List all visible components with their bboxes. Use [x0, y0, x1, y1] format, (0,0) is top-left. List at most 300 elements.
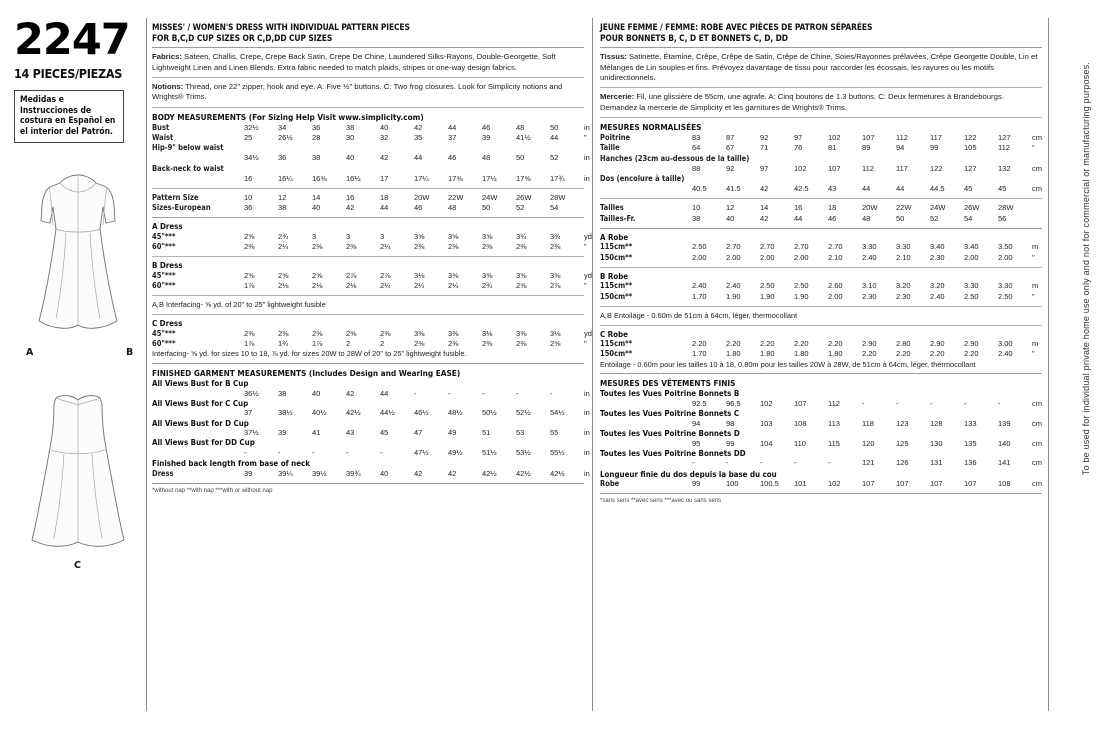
- measurement-value: 36: [278, 153, 287, 163]
- measurement-value: 2⅞: [380, 271, 391, 281]
- measurement-label: Dos (encolure à taille): [600, 174, 685, 184]
- table-row: [600, 242, 1054, 252]
- measurement-value: 50½: [482, 408, 497, 418]
- table-row: [600, 339, 1054, 349]
- measurement-value: 1.90: [794, 291, 809, 301]
- measurement-value: 2⅜: [482, 242, 493, 252]
- measurement-label: Pattern Size: [152, 193, 199, 203]
- measurement-value: 50: [550, 122, 559, 132]
- measurement-value: 2⅛: [312, 281, 323, 291]
- measurement-value: 40: [346, 153, 355, 163]
- measurement-value: 50: [896, 213, 905, 223]
- measurement-value: 108: [794, 418, 807, 428]
- measurement-value: 2.40: [692, 281, 707, 291]
- measurement-label: Hip-9" below waist: [152, 143, 224, 153]
- yardage-table: [600, 281, 1054, 301]
- measurement-value: 2.30: [930, 252, 945, 262]
- measurement-value: 38½: [278, 408, 293, 418]
- measurement-value: 101: [794, 479, 807, 489]
- measurement-value: 48: [516, 122, 525, 132]
- measurement-value: 3.30: [964, 281, 979, 291]
- measurement-value: 24W: [482, 193, 498, 203]
- french-title-line-1: JEUNE FEMME / FEMME: ROBE AVEC PIÈCES DE PATRON SÉPARÉES: [600, 22, 873, 32]
- english-yardage-blocks: [152, 222, 592, 296]
- measurement-value: 2.10: [828, 252, 843, 262]
- table-row: [600, 253, 1054, 263]
- english-finished-title: FINISHED GARMENT MEASUREMENTS (Includes Design and Wearing EASE): [152, 368, 461, 379]
- measurement-value: 51½: [482, 448, 497, 458]
- measurement-value: 42: [414, 468, 423, 478]
- measurement-value: 2⅜: [516, 242, 527, 252]
- measurement-label: 60"***: [152, 242, 176, 252]
- english-body-measurements-title: BODY MEASUREMENTS (For Sizing Help Visit www.simplicity.com): [152, 111, 424, 122]
- measurement-value: 83: [692, 133, 701, 143]
- measurement-value: 40.5: [692, 184, 707, 194]
- measurement-value: 38: [312, 153, 321, 163]
- measurement-value: 3⅝: [550, 271, 561, 281]
- measurement-value: 2.40: [726, 281, 741, 291]
- measurement-value: 10: [244, 193, 253, 203]
- measurement-value: 39¼: [278, 468, 293, 478]
- measurement-value: 20W: [862, 203, 878, 213]
- measurement-unit: cm: [1032, 133, 1042, 143]
- rule: [600, 306, 1042, 307]
- french-notions: [600, 92, 1042, 113]
- measurement-value: 67: [726, 143, 735, 153]
- measurement-value: 25: [244, 133, 253, 143]
- measurement-unit: in: [584, 153, 590, 163]
- measurement-value: 35: [414, 133, 423, 143]
- table-row: [600, 439, 1054, 449]
- measurement-value: 17½: [482, 173, 497, 183]
- measurement-value: 2.10: [896, 252, 911, 262]
- view-c-label: C: [74, 560, 81, 571]
- measurement-value: 2.20: [828, 339, 843, 349]
- measurement-value: 2⅜: [380, 328, 391, 338]
- measurement-value: 112: [862, 163, 874, 173]
- french-notions-label: Mercerie:: [600, 92, 635, 102]
- finished-measurement-table: [600, 419, 1054, 429]
- measurement-value: 2¾: [482, 281, 493, 291]
- yardage-view-title: A Robe: [600, 232, 629, 242]
- measurement-value: 43: [828, 184, 837, 194]
- rule: [152, 483, 584, 484]
- measurement-value: 36: [244, 203, 253, 213]
- measurement-label: Tailles: [600, 203, 624, 213]
- measurement-value: 2.60: [828, 281, 843, 291]
- table-row: [600, 164, 1054, 174]
- measurement-value: 38: [692, 213, 701, 223]
- measurement-value: 39: [244, 468, 253, 478]
- spacer: [152, 428, 244, 438]
- measurement-value: -: [448, 388, 451, 398]
- measurement-value: 48½: [448, 408, 463, 418]
- measurement-value: 42½: [346, 408, 361, 418]
- measurement-value: 95: [692, 438, 701, 448]
- measurement-value: 123: [896, 418, 909, 428]
- rule: [152, 188, 584, 189]
- english-finished-rows: [152, 379, 590, 458]
- table-row: [600, 133, 1054, 143]
- measurement-value: 3⅛: [414, 271, 425, 281]
- measurement-value: 2.20: [964, 349, 979, 359]
- measurement-value: 44: [448, 122, 457, 132]
- measurement-value: 2.50: [692, 242, 707, 252]
- measurement-value: 89: [862, 143, 871, 153]
- finished-measurement-label: Toutes les Vues Poitrine Bonnets DD: [600, 448, 746, 458]
- measurement-value: 87: [726, 133, 735, 143]
- yardage-view-title: B Robe: [600, 271, 629, 281]
- measurement-value: 38: [278, 203, 287, 213]
- measurement-value: 105: [964, 143, 977, 153]
- measurement-value: 48: [448, 203, 457, 213]
- measurement-value: 2.90: [930, 339, 945, 349]
- measurement-unit: ": [584, 133, 587, 143]
- measurement-value: 3: [312, 232, 317, 242]
- table-row: [600, 292, 1054, 302]
- illustration-c-labels: [14, 560, 142, 573]
- measurement-unit: yd: [584, 232, 592, 242]
- measurement-value: 76: [794, 143, 803, 153]
- measurement-value: 2⅜: [244, 242, 255, 252]
- measurement-value: 17⅜: [448, 173, 463, 183]
- measurement-value: 54: [964, 213, 973, 223]
- dress-c-drawing: [14, 374, 142, 560]
- measurement-value: 1.80: [760, 349, 775, 359]
- rule: [152, 107, 584, 108]
- measurement-value: 3⅜: [516, 328, 527, 338]
- english-body-measurements-table: [152, 123, 606, 184]
- measurement-value: 45: [380, 428, 389, 438]
- measurement-value: 2.20: [726, 339, 741, 349]
- measurement-value: 2.50: [794, 281, 809, 291]
- measurement-value: -: [896, 399, 899, 409]
- measurement-value: 122: [964, 133, 977, 143]
- measurement-label: 45"***: [152, 232, 176, 242]
- measurement-value: 2⅝: [278, 271, 289, 281]
- measurement-value: 40: [380, 468, 389, 478]
- measurement-label: Waist: [152, 133, 174, 143]
- english-size-body: [152, 193, 606, 213]
- measurement-value: 3: [346, 232, 351, 242]
- finished-measurement-table: [600, 458, 1054, 468]
- measurement-value: 3.30: [998, 281, 1013, 291]
- measurement-value: 2⅞: [550, 281, 561, 291]
- measurement-unit: cm: [1032, 418, 1042, 428]
- measurement-value: 71: [760, 143, 769, 153]
- yardage-view-title: B Dress: [152, 261, 183, 271]
- left-column: [14, 15, 142, 573]
- measurement-value: 52: [516, 203, 525, 213]
- view-b-label: B: [126, 347, 134, 358]
- measurement-label: Bust: [152, 122, 170, 132]
- spacer: [600, 164, 692, 174]
- finished-measurement-label: Toutes les Vues Poitrine Bonnets B: [600, 389, 740, 399]
- measurement-unit: in: [584, 448, 590, 458]
- measurement-value: 99: [692, 479, 701, 489]
- measurement-value: 1⅞: [244, 281, 255, 291]
- measurement-value: 18: [828, 203, 837, 213]
- measurement-value: 44: [380, 388, 389, 398]
- measurement-value: 97: [760, 163, 769, 173]
- measurement-value: 26W: [516, 193, 532, 203]
- measurement-value: 102: [760, 399, 773, 409]
- measurement-value: 42: [414, 122, 423, 132]
- measurement-value: 128: [930, 418, 943, 428]
- spacer: [152, 448, 244, 458]
- english-back-length-body: [152, 469, 606, 479]
- french-notions-text: Fil, une glissière de 55cm, une agrafe. A: Cinq boutons de 1.3 buttons. C: Deux fermetures à Brandebourgs. Demandez la mercerie de Simplicity et les garnitures de Wrights® Trims.: [600, 92, 1004, 112]
- measurement-value: 139: [998, 418, 1011, 428]
- table-row: [600, 349, 1054, 359]
- finished-measurement-table: [152, 428, 606, 438]
- english-notions-text: Thread, one 22" zipper, hook and eye. A: Five ½" buttons. C: Two frog closures. Look for Simplicity notions and Wrights® Trims.: [152, 82, 563, 102]
- rule: [600, 198, 1042, 199]
- english-title-line-1: MISSES' / WOMEN'S DRESS WITH INDIVIDUAL PATTERN PIECES: [152, 22, 410, 32]
- french-finished-rows: [600, 389, 1042, 468]
- measurement-value: 2⅜: [346, 328, 357, 338]
- measurement-value: 42: [448, 468, 457, 478]
- measurement-value: 49: [448, 428, 457, 438]
- measurement-value: 28: [312, 133, 321, 143]
- measurement-label: 45"***: [152, 271, 176, 281]
- measurement-value: 39: [482, 133, 491, 143]
- measurement-value: 92.5: [692, 399, 707, 409]
- piece-count: 14 PIECES/PIEZAS: [14, 66, 123, 81]
- spacer: [152, 174, 244, 184]
- measurement-value: 3.40: [964, 242, 979, 252]
- measurement-value: -: [346, 448, 349, 458]
- rule: [600, 373, 1042, 374]
- rule: [152, 77, 584, 78]
- measurement-value: 117: [930, 133, 942, 143]
- measurement-value: 17⅝: [516, 173, 531, 183]
- measurement-value: 16: [794, 203, 803, 213]
- measurement-value: 2.70: [760, 242, 775, 252]
- measurement-value: 2.20: [760, 339, 775, 349]
- measurement-label: 115cm**: [600, 281, 633, 291]
- table-row: [152, 143, 606, 153]
- french-body-measurements-table: [600, 133, 1054, 194]
- measurement-value: 118: [862, 418, 874, 428]
- table-row: [600, 214, 1054, 224]
- table-row: [152, 329, 606, 339]
- measurement-value: 2⅞: [346, 271, 357, 281]
- measurement-value: 92: [726, 163, 735, 173]
- measurement-value: 2: [346, 339, 351, 349]
- finished-measurement-label: All Views Bust for B Cup: [152, 379, 249, 389]
- measurement-value: 127: [998, 133, 1011, 143]
- english-title-line-2: FOR B,C,D CUP SIZES OR C,D,DD CUP SIZES: [152, 32, 333, 43]
- measurement-value: 2⅝: [312, 271, 323, 281]
- measurement-value: 3⅝: [448, 232, 459, 242]
- measurement-value: 2.20: [794, 339, 809, 349]
- measurement-value: 2.40: [862, 252, 877, 262]
- measurement-value: 3¾: [550, 232, 561, 242]
- measurement-value: 47: [414, 428, 423, 438]
- english-interfacing-c: Interfacing- ⅝ yd. for sizes 10 to 18, ⅞ yd. for sizes 20W to 28W of 20" to 25" lightweight fusible.: [152, 349, 467, 359]
- measurement-value: 2.40: [998, 349, 1013, 359]
- measurement-value: 127: [964, 163, 977, 173]
- measurement-value: 17¾: [550, 173, 565, 183]
- measurement-value: 17: [380, 173, 389, 183]
- measurement-value: 2⅝: [516, 281, 527, 291]
- measurement-value: 48: [482, 153, 491, 163]
- column-divider-left: [146, 18, 147, 711]
- table-row: [600, 184, 1054, 194]
- measurement-value: 107: [862, 479, 875, 489]
- measurement-value: 2.50: [760, 281, 775, 291]
- measurement-value: 44.5: [930, 184, 945, 194]
- yardage-view-title: C Dress: [152, 319, 183, 329]
- measurement-value: 42½: [516, 468, 531, 478]
- measurement-unit: [1032, 203, 1054, 213]
- measurement-value: 40: [380, 122, 389, 132]
- measurement-value: 44½: [380, 408, 395, 418]
- measurement-value: 46: [414, 203, 423, 213]
- measurement-value: 42: [760, 213, 769, 223]
- english-fabrics-text: Sateen, Challis, Crepe, Crepe Back Satin, Crepe De Chine, Laundered Silks-Rayons, Double-Georgette, Soft Lightweight Linen and Linen Blends. Extra fabric needed to match plaids, stripes or one-way design fabrics.: [152, 52, 556, 72]
- finished-measurement-table: [152, 448, 606, 458]
- measurement-value: 55½: [550, 448, 565, 458]
- measurement-value: 39: [278, 428, 287, 438]
- measurement-value: 18: [380, 193, 389, 203]
- measurement-value: 39½: [312, 468, 327, 478]
- measurement-value: 2⅜: [244, 328, 255, 338]
- measurement-value: 44: [794, 213, 803, 223]
- measurement-value: 41.5: [726, 184, 741, 194]
- measurement-value: 141: [998, 458, 1011, 468]
- measurement-value: -: [244, 448, 247, 458]
- french-fabrics: [600, 52, 1042, 83]
- measurement-value: 125: [896, 438, 909, 448]
- table-row: [152, 232, 606, 242]
- measurement-value: 44: [896, 184, 905, 194]
- column-divider-right: [1048, 18, 1049, 711]
- spacer: [600, 439, 692, 449]
- english-column: [152, 22, 592, 497]
- measurement-value: 102: [794, 163, 807, 173]
- measurement-value: 113: [828, 418, 840, 428]
- french-yardage-c-block: [600, 330, 1042, 360]
- english-size-table: [152, 193, 606, 213]
- measurement-unit: m: [1032, 339, 1039, 349]
- rule: [600, 325, 1042, 326]
- measurement-value: 96.5: [726, 399, 741, 409]
- view-a-label: A: [26, 347, 34, 358]
- measurement-value: 112: [896, 133, 908, 143]
- measurement-value: 115: [828, 438, 840, 448]
- measurement-value: 3.40: [930, 242, 945, 252]
- measurement-unit: yd: [584, 328, 592, 338]
- measurement-value: 94: [692, 418, 701, 428]
- finished-measurement-table: [152, 389, 606, 399]
- measurement-value: 2.20: [930, 349, 945, 359]
- measurement-value: 2⅜: [516, 339, 527, 349]
- measurement-value: 99: [726, 438, 735, 448]
- measurement-value: 81: [828, 143, 837, 153]
- english-fabrics-label: Fabrics:: [152, 52, 182, 62]
- measurement-value: 3: [380, 232, 385, 242]
- measurement-value: 120: [862, 438, 875, 448]
- measurement-value: 140: [998, 438, 1011, 448]
- measurement-value: 2.30: [862, 291, 877, 301]
- french-fabrics-text: Satinette, Étamine, Crêpe, Crêpe de Satin, Crêpe de Chine, Soies/Rayonnes prélavées, Crêpe Georgette Double, Lin et Mélanges de Lin souples et fins. Prévoyez davantage de tissu pour raccorder les écossais, les rayures ou les motifs unidirectionnels.: [600, 52, 1038, 82]
- measurement-value: 55: [550, 428, 559, 438]
- measurement-unit: cm: [1032, 184, 1042, 194]
- measurement-value: 40½: [312, 408, 327, 418]
- measurement-value: 39¾: [346, 468, 361, 478]
- measurement-unit: in: [584, 173, 590, 183]
- measurement-value: 135: [964, 438, 977, 448]
- measurement-label: Back-neck to waist: [152, 163, 224, 173]
- measurement-value: 2⅜: [414, 339, 425, 349]
- measurement-value: 2.70: [726, 242, 741, 252]
- measurement-value: 2⅜: [448, 242, 459, 252]
- french-footnote: *sans sens **avec sens ***avec ou sans sens: [600, 498, 722, 505]
- measurement-value: 12: [278, 193, 287, 203]
- measurement-value: 42: [760, 184, 769, 194]
- measurement-value: 2⅜: [346, 242, 357, 252]
- measurement-value: 2⅝: [244, 271, 255, 281]
- measurement-value: 2.70: [794, 242, 809, 252]
- measurement-label: Taille: [600, 143, 620, 153]
- measurement-value: 2.30: [896, 291, 911, 301]
- measurement-value: 2.00: [692, 252, 707, 262]
- measurement-value: 2⅜: [312, 242, 323, 252]
- measurement-unit: in: [584, 408, 590, 418]
- measurement-unit: ": [1032, 252, 1035, 262]
- measurement-value: 1.80: [794, 349, 809, 359]
- measurement-value: 16: [244, 173, 253, 183]
- measurement-value: 46: [828, 213, 837, 223]
- measurement-value: 1.70: [692, 291, 707, 301]
- measurement-value: 51: [482, 428, 491, 438]
- table-row: [152, 193, 606, 203]
- measurement-label: 115cm**: [600, 339, 633, 349]
- measurement-value: 2⅜: [482, 339, 493, 349]
- measurement-value: 2⅛: [278, 281, 289, 291]
- measurement-value: 2¼: [414, 281, 425, 291]
- measurement-value: 2.80: [896, 339, 911, 349]
- measurement-unit: ": [584, 242, 587, 252]
- measurement-value: 1⅞: [312, 339, 323, 349]
- measurement-unit: in: [584, 388, 590, 398]
- measurement-value: 44: [380, 203, 389, 213]
- measurement-value: 26W: [964, 203, 980, 213]
- measurement-value: 132: [998, 163, 1011, 173]
- measurement-value: 46½: [414, 408, 429, 418]
- table-row: [152, 428, 606, 438]
- measurement-unit: cm: [1032, 438, 1042, 448]
- french-finished-title: MESURES DES VÊTEMENTS FINIS: [600, 378, 736, 389]
- table-row: [152, 174, 606, 184]
- measurement-value: -: [998, 399, 1001, 409]
- measurement-value: 2¼: [448, 281, 459, 291]
- measurement-value: 2⅜: [550, 242, 561, 252]
- table-row: [152, 408, 606, 418]
- copyright-text: To be used for individual private home use only and not for commercial or manufacturing purposes.: [1081, 62, 1091, 476]
- measurement-label: Dress: [152, 468, 174, 478]
- measurement-value: 104: [760, 438, 773, 448]
- measurement-value: 64: [692, 143, 701, 153]
- measurement-value: -: [930, 399, 933, 409]
- measurement-value: 110: [794, 438, 806, 448]
- spacer: [152, 153, 244, 163]
- french-column: [600, 22, 1042, 507]
- measurement-value: 3⅛: [550, 328, 561, 338]
- rule: [152, 295, 584, 296]
